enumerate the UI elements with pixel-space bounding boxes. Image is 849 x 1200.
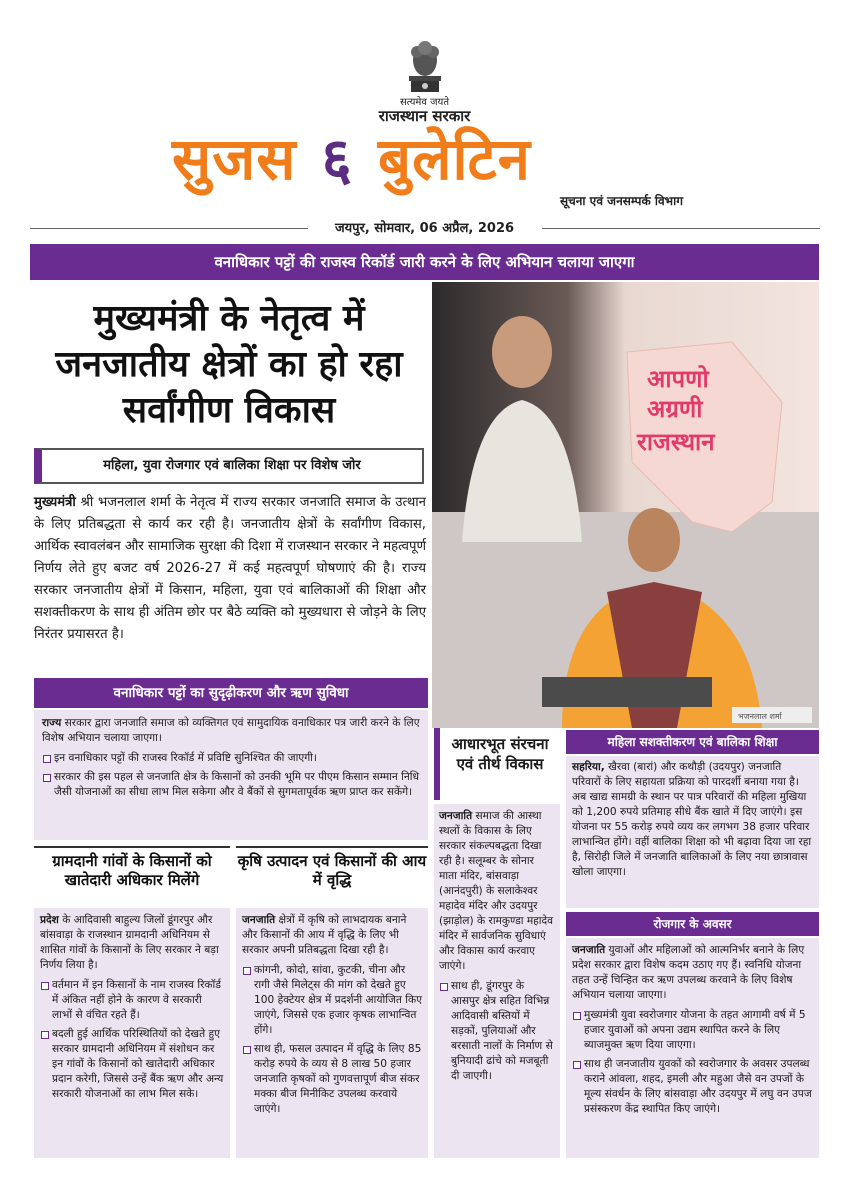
- gramdani-intro-lead: प्रदेश: [40, 914, 59, 926]
- poster-text-1: आपणो: [647, 365, 709, 393]
- rojgar-intro-lead: जनजाति: [572, 944, 606, 956]
- gramdani-bullet: बदली हुई आर्थिक परिस्थितियों को देखते हुए सरकार ग्रामदानी अधिनियम में संशोधन कर इन गांवों के किसानों को खातेदारी अधिकार प्रदान करेगी, जिससे उन्हें बैंक ऋण और अन्य सरकारी योजनाओं का लाभ मिल सके।: [40, 1027, 224, 1102]
- krishi-title: कृषि उत्पादन एवं किसानों की आय में वृद्धि: [236, 846, 428, 890]
- mahila-title: महिला सशक्तीकरण एवं बालिका शिक्षा: [566, 730, 819, 754]
- krishi-intro: [242, 913, 422, 958]
- krishi-bullet: कांगनी, कोदो, सांवा, कुटकी, चीना और रागी जैसे मिलेट्स की मांग को देखते हुए 100 हेक्टेयर क्षेत्र में प्रदर्शनी आयोजित किए जाएंगे, जिससे एक हजार कृषक लाभान्वित होंगे।: [242, 963, 422, 1038]
- gramdani-bullet: वर्तमान में इन किसानों के नाम राजस्व रिकॉर्ड में अंकित नहीं होने के कारण वे सरकारी लाभों से वंचित रहते हैं।: [40, 978, 224, 1023]
- masthead-right: बुलेटिन: [378, 125, 531, 193]
- forest-intro: [42, 716, 420, 746]
- krishi-bullet: साथ ही, फसल उत्पादन में वृद्धि के लिए 85 करोड़ रुपये के व्यय से 8 लाख 50 हजार जनजाति कृषकों को गुणवत्तापूर्ण बीज संकर मक्का बीज मिनीकिट उपलब्ध करवाये जाएंगे।: [242, 1042, 422, 1117]
- motto: सत्यमेव जयते: [399, 97, 450, 108]
- poster-text-2: अग्रणी: [647, 395, 703, 423]
- forest-intro-lead: राज्य: [42, 717, 62, 729]
- masthead-title: [172, 124, 531, 194]
- aadhar-intro: [439, 809, 555, 974]
- poster-text-3: राजस्थान: [637, 428, 715, 456]
- krishi-intro-lead: जनजाति: [242, 914, 276, 926]
- krishi-box: [236, 908, 428, 1158]
- department-name: सूचना एवं जनसम्पर्क विभाग: [560, 194, 683, 208]
- mahila-intro: [572, 760, 813, 880]
- rojgar-title: रोजगार के अवसर: [566, 912, 819, 936]
- aadhar-header: [434, 728, 560, 800]
- state-emblem-icon: [403, 38, 447, 96]
- gramdani-intro: [40, 913, 224, 973]
- forest-title: वनाधिकार पट्टों का सुदृढ़ीकरण और ऋण सुविधा: [34, 678, 428, 708]
- gramdani-box: [34, 908, 230, 1158]
- gramdani-intro-body: के आदिवासी बाहुल्य जिलों डूंगरपुर और बांसवाड़ा के राजस्थान ग्रामदानी अधिनियम से शासित गांवों के किसानों के लिए सरकार ने बड़ा निर्णय लिया है।: [40, 914, 219, 971]
- rojgar-bullet: मुख्यमंत्री युवा स्वरोजगार योजना के तहत आगामी वर्ष में 5 हजार युवाओं को अपना उद्यम स्थापित करने के लिए ब्याजमुक्त ऋण दिया जाएगा।: [572, 1008, 813, 1053]
- aadhar-bullet: साथ ही, डूंगरपुर के आसपुर क्षेत्र सहित विभिन्न आदिवासी बस्तियों में सड़कों, पुलियाओं और बरसाती नालों के निर्माण से बुनियादी ढांचे को मजबूती दी जाएगी।: [439, 979, 555, 1084]
- mahila-intro-body: खैरवा (बारां) और कथौड़ी (उदयपुर) जनजाति परिवारों के लिए सहायता प्रक्रिया को पारदर्शी बनाया गया है। अब खाद्य सामग्री के स्थान पर पात्र परिवारों की महिला मुखिया को 1,200 रुपये प्रतिमाह सीधे बैंक खाते में दिए जाएंगे। इस योजना पर 55 करोड़ रुपये व्यय कर लगभग 38 हजार परिवार लाभान्वित होंगे। वहीं बालिका शिक्षा को भी बढ़ावा दिया जा रहा है, सिरोही जिले में जनजाति बालिकाओं के लिए नया छात्रावास खोला जाएगा।: [572, 761, 812, 878]
- top-banner: वनाधिकार पट्टों की राजस्व रिकॉर्ड जारी करने के लिए अभियान चलाया जाएगा: [30, 244, 819, 280]
- mahila-box: [566, 756, 819, 908]
- dateline: जयपुर, सोमवार, 06 अप्रैल, 2026: [334, 221, 515, 236]
- krishi-intro-body: क्षेत्रों में कृषि को लाभदायक बनाने और किसानों की आय में वृद्धि के लिए भी सरकार अपनी प्रतिबद्धता दिखा रही है।: [242, 914, 407, 956]
- aadhar-title: आधारभूत संरचना एवं तीर्थ विकास: [451, 735, 549, 773]
- aadhar-intro-body: समाज की आस्था स्थलों के विकास के लिए सरकार संकल्पबद्धता दिखा रही है। सलूम्बर के सोनार माता मंदिर, बांसवाड़ा (आनंदपुरी) के सलाकेश्वर महादेव मंदिर और उदयपुर (झाड़ोल) के रामकुण्डा महादेव मंदिर में सार्वजनिक सुविधाएं और विकास कार्य करवाए जाएंगे।: [439, 810, 554, 972]
- masthead-number: ६: [321, 125, 353, 193]
- lead-subhead: महिला, युवा रोजगार एवं बालिका शिक्षा पर विशेष जोर: [34, 448, 424, 484]
- aadhar-intro-lead: जनजाति: [439, 810, 473, 822]
- lead-paragraph: [34, 492, 426, 646]
- govt-name: राजस्थान सरकार: [378, 107, 471, 125]
- forest-bullet: सरकार की इस पहल से जनजाति क्षेत्र के किसानों को उनकी भूमि पर पीएम किसान सम्मान निधि जैसी योजनाओं का सीधा लाभ मिल सकेगा और वे बैंकों से सुगमतापूर्वक ऋण प्राप्त कर सकेंगे।: [42, 770, 420, 800]
- lead-para-body: श्री भजनलाल शर्मा के नेतृत्व में राज्य सरकार जनजाति समाज के उत्थान के लिए प्रतिबद्धता से कार्य कर रही है। जनजातीय क्षेत्रों के सर्वांगीण विकास, आर्थिक स्वावलंबन और सामाजिक सुरक्षा की दिशा में राजस्थान सरकार ने महत्वपूर्ण निर्णय लेते हुए बजट वर्ष 2026-27 में कई महत्वपूर्ण घोषणाएं की है। राज्य सरकार जनजातीय क्षेत्रों में किसान, महिला, युवा एवं बालिकाओं की शिक्षा और सशक्तीकरण के साथ ही अंतिम छोर पर बैठे व्यक्ति को मुख्यधारा से जोड़ने के लिए निरंतर प्रयासरत है।: [34, 495, 426, 642]
- rojgar-intro: [572, 943, 813, 1003]
- forest-bullet: इन वनाधिकार पट्टों की राजस्व रिकॉर्ड में प्रविष्टि सुनिश्चित की जाएगी।: [42, 751, 420, 766]
- gramdani-title: ग्रामदानी गांवों के किसानों को खातेदारी अधिकार मिलेंगे: [34, 846, 230, 890]
- cm-photo: [432, 282, 819, 728]
- lead-headline: मुख्यमंत्री के नेतृत्व में जनजातीय क्षेत्रों का हो रहा सर्वांगीण विकास: [55, 298, 403, 431]
- aadhar-box: [434, 804, 560, 1158]
- rojgar-bullet: साथ ही जनजातीय युवकों को स्वरोजगार के अवसर उपलब्ध कराने आंवला, शहद, इमली और महुआ जैसे वन उपजों के मूल्य संवर्धन के लिए बांसवाड़ा और उदयपुर में लघु वन उपज प्रसंस्करण केंद्र स्थापित किए जाएंगे।: [572, 1057, 813, 1117]
- forest-intro-body: सरकार द्वारा जनजाति समाज को व्यक्तिगत एवं सामुदायिक वनाधिकार पत्र जारी करने के लिए विशेष अभियान चलाया जाएगा।: [42, 717, 420, 744]
- mahila-intro-lead: सहरिया,: [572, 761, 605, 773]
- lead-para-dropword: मुख्यमंत्री: [34, 495, 76, 510]
- masthead-left: सुजस: [172, 125, 297, 193]
- rojgar-box: [566, 938, 819, 1158]
- forest-box: [34, 710, 428, 840]
- rojgar-intro-body: युवाओं और महिलाओं को आत्मनिर्भर बनाने के लिए प्रदेश सरकार द्वारा विशेष कदम उठाए गए हैं। स्वनिधि योजना तहत उन्हें चिन्हित कर ऋण उपलब्ध करवाने के लिए विशेष अभियान चलाया जाएगा।: [572, 944, 805, 1001]
- nameplate: भजनलाल शर्मा: [738, 712, 782, 721]
